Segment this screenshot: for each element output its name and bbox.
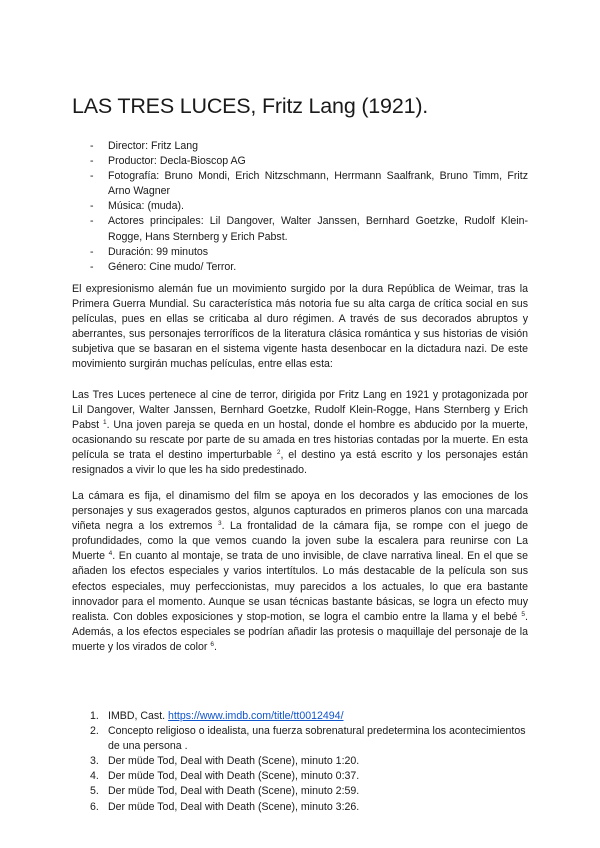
footnote-ref-5[interactable]: 5 bbox=[521, 610, 526, 618]
footnote-text: Der müde Tod, Deal with Death (Scene), minuto 3:26. bbox=[108, 800, 360, 813]
footnote-ref-2[interactable]: 2 bbox=[276, 449, 281, 457]
footnote-text: Der müde Tod, Deal with Death (Scene), minuto 2:59. bbox=[108, 785, 360, 798]
list-item: - Fotografía: Bruno Mondi, Erich Nitzschmann, Herrmann Saalfrank, Bruno Timm, Fritz Arno Wagner bbox=[72, 169, 528, 199]
film-details-list bbox=[72, 139, 528, 275]
footnote-ref-4[interactable]: 4 bbox=[108, 550, 113, 558]
text-run: , el destino ya está escrito y los personajes están resignados a vivir lo que les ha sido predestinado. bbox=[72, 449, 528, 477]
list-item: - Actores principales: Lil Dangover, Walter Janssen, Bernhard Goetzke, Rudolf Klein-Rogge, Hans Sternberg y Erich Pabst. bbox=[72, 214, 528, 244]
text-run: La cámara es fija, el dinamismo del film se apoya en los decorados y las emociones de los personajes y sus exagerados gestos, algunos capturados en primeros planos con una marcada viñeta negra a los extremos bbox=[72, 490, 528, 533]
footnote-number: 3. bbox=[90, 755, 99, 768]
text-run: . Además, a los efectos especiales se podrían añadir las protesis o maquillaje del personaje de la muerte y los virados de color bbox=[72, 610, 528, 653]
paragraph-synopsis bbox=[72, 388, 528, 479]
footnote-ref-1[interactable]: 1 bbox=[102, 419, 107, 427]
footnotes-list bbox=[72, 709, 528, 815]
footnote-text: Der müde Tod, Deal with Death (Scene), minuto 1:20. bbox=[108, 755, 360, 768]
footnote-number: 6. bbox=[90, 800, 99, 813]
list-item: - Productor: Decla-Bioscop AG bbox=[72, 154, 528, 169]
list-item: - Director: Fritz Lang bbox=[72, 139, 528, 154]
footnote-number: 5. bbox=[90, 785, 99, 798]
list-item: - Género: Cine mudo/ Terror. bbox=[72, 260, 528, 275]
list-item: - Música: (muda). bbox=[72, 199, 528, 214]
footnote-text: Concepto religioso o idealista, una fuerza sobrenatural predetermina los acontecimientos de una persona . bbox=[108, 725, 526, 753]
footnote-text: IMBD, Cast. bbox=[108, 710, 169, 722]
footnote-text: Der müde Tod, Deal with Death (Scene), minuto 0:37. bbox=[108, 770, 360, 783]
footnote-item bbox=[72, 769, 528, 784]
footnote-number: 1. bbox=[90, 710, 99, 722]
text-run: . Una joven pareja se queda en un hostal, donde el hombre es abducido por la muerte, ocasionando su rescate por parte de su amada en tres historias contadas por la muerte. En esta película se trata el destino imperturbable bbox=[72, 419, 528, 462]
paragraph-expressionism: El expresionismo alemán fue un movimiento surgido por la dura República de Weimar, tras la Primera Guerra Mundial. Su característica más notoria fue su alta carga de crítica social en sus películas, pues en ellas se criticaba al duro régimen. A través de sus decorados abruptos y aberrantes, sus personajes terroríficos de la literatura clásica romántica y sus historias de visión subjetiva que se basaran en el sistema vigente hasta desenbocar en la dictadura nazi. De este movimiento surgirán muchas películas, entre ellas esta: bbox=[72, 283, 528, 371]
footnote-item bbox=[72, 800, 528, 815]
footnote-item bbox=[72, 724, 528, 754]
text-run: . En cuanto al montaje, se trata de uno invisible, de clave narrativa lineal. En el que se añaden los efectos especiales y varios intertítulos. Lo más destacable de la película son sus efectos especiales, muy perfeccionistas, muy parecidos a los actuales, lo que era bastante innovador para el momento. Aunque se usan técnicas bastante básicas, se logra un efecto muy realista. Con dobles exposiciones y stop-motion, se logra el cambio entre la llama y el bebé bbox=[72, 550, 528, 623]
text-run: Las Tres Luces pertenece al cine de terror, dirigida por Fritz Lang en 1921 y protagonizada por Lil Dangover, Walter Janssen, Bernhard Goetzke, Rudolf Klein-Rogge, Hans Sternberg y Erich Pabst bbox=[72, 389, 528, 432]
text-run: . La frontalidad de la cámara fija, se rompe con el juego de profundidades, como la que vemos cuando la joven sube la escalera para reunirse con La Muerte bbox=[72, 520, 528, 563]
paragraph-technique bbox=[72, 489, 528, 655]
footnote-ref-3[interactable]: 3 bbox=[217, 520, 222, 528]
imdb-link[interactable]: https://www.imdb.com/title/tt0012494/ bbox=[168, 710, 344, 722]
footnote-item bbox=[72, 784, 528, 799]
footnote-number: 2. bbox=[90, 725, 99, 738]
text-run: . bbox=[214, 640, 217, 653]
list-item: - Duración: 99 minutos bbox=[72, 245, 528, 260]
page-title: LAS TRES LUCES, Fritz Lang (1921). bbox=[72, 94, 429, 118]
footnote-item bbox=[72, 754, 528, 769]
footnote-number: 4. bbox=[90, 770, 99, 783]
footnote-ref-6[interactable]: 6 bbox=[210, 640, 214, 648]
footnote-item bbox=[72, 709, 528, 724]
